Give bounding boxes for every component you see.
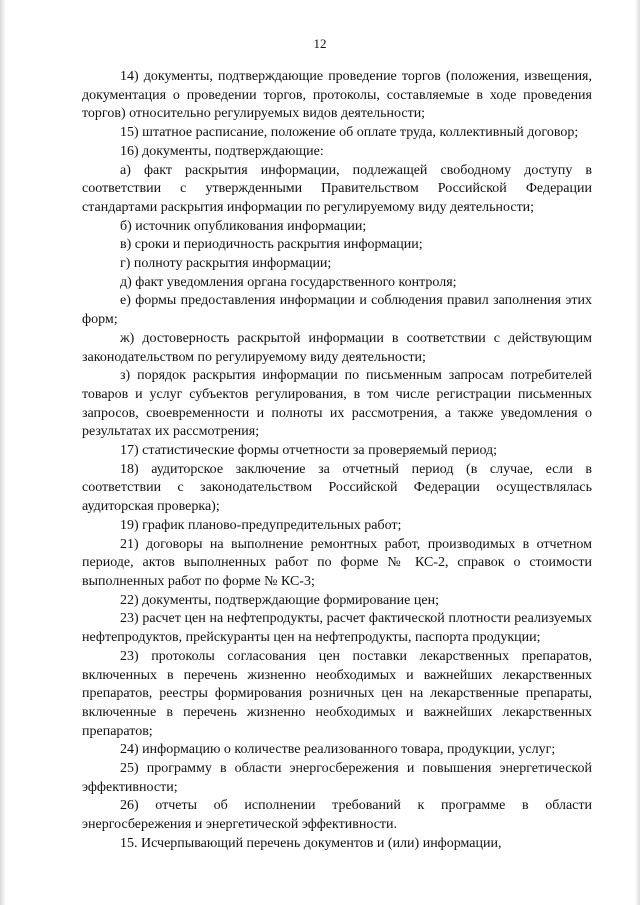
paragraph-item-17: 17) статистические формы отчетности за проверяемый период;: [120, 443, 498, 459]
paragraph-item-22: 22) документы, подтверждающие формирование цен;: [120, 592, 439, 608]
paragraph-subitem-a: а) факт раскрытия информации, подлежащей свободному доступу в соответствии с утвержденными Правительством Российской Федерации стандартами раскрытия информации по регулируемому виду деятельности;: [82, 162, 592, 215]
paragraph-subitem-d: д) факт уведомления органа государственного контроля;: [120, 274, 457, 290]
paragraph-item-21: 21) договоры на выполнение ремонтных работ, производимых в отчетном периоде, актов выполненных работ по форме № КС-2, справок о стоимости выполненных работ по форме № КС-3;: [82, 536, 592, 589]
scan-edge-left: [0, 0, 6, 905]
paragraph-item-24: 24) информацию о количестве реализованного товара, продукции, услуг;: [120, 742, 556, 758]
paragraph-item-25: 25) программу в области энергосбережения и повышения энергетической эффективности;: [82, 761, 592, 795]
paragraph-subitem-z: з) порядок раскрытия информации по письменным запросам потребителей товаров и услуг субъектов регулирования, в том числе регистрации письменных запросов, своевременности и полноты их рассмотрения, а также уведомления о результатах их рассмотрения;: [82, 368, 592, 440]
paragraph-item-14: 14) документы, подтверждающие проведение торгов (положения, извещения, документация о проведении торгов, протоколы, составляемые в ходе проведения торгов) относительно регулируемых видов деятельности;: [82, 69, 592, 122]
paragraph-subitem-v: в) сроки и периодичность раскрытия информации;: [120, 237, 423, 253]
paragraph-item-23-drugs: 23) протоколы согласования цен поставки лекарственных препаратов, включенных в перечень жизненно необходимых и важнейших лекарственных препаратов, реестры формирования розничных цен на лекарственные препараты, включенные в перечень жизненно необходимых и важнейших лекарственных препаратов;: [82, 648, 592, 739]
paragraph-item-26: 26) отчеты об исполнении требований к программе в области энергосбережения и энергетической эффективности.: [82, 798, 592, 833]
paragraph-subitem-e: е) формы предоставления информации и соблюдения правил заполнения этих форм;: [82, 293, 592, 328]
document-body: [82, 68, 592, 854]
paragraph-subitem-b: б) источник опубликования информации;: [120, 218, 367, 234]
paragraph-item-16: 16) документы, подтверждающие:: [120, 143, 324, 159]
paragraph-subitem-zh: ж) достоверность раскрытой информации в соответствии с действующим законодательством по регулируемому виду деятельности;: [82, 330, 592, 365]
page-number: 12: [313, 36, 327, 51]
paragraph-item-18: 18) аудиторское заключение за отчетный период (в случае, если в соответствии с законодательством Российской Федерации осуществлялась аудиторская проверка);: [82, 461, 592, 515]
scan-edge-right: [635, 0, 640, 905]
paragraph-section-15: 15. Исчерпывающий перечень документов и (или) информации,: [120, 835, 502, 851]
paragraph-subitem-g: г) полноту раскрытия информации;: [120, 256, 332, 272]
paragraph-item-23-fuel: 23) расчет цен на нефтепродукты, расчет фактической плотности реализуемых нефтепродуктов, прейскуранты цен на нефтепродукты, паспорта продукции;: [82, 611, 592, 646]
paragraph-item-15: 15) штатное расписание, положение об оплате труда, коллективный договор;: [120, 125, 579, 141]
paragraph-item-19: 19) график планово-предупредительных работ;: [120, 517, 402, 533]
